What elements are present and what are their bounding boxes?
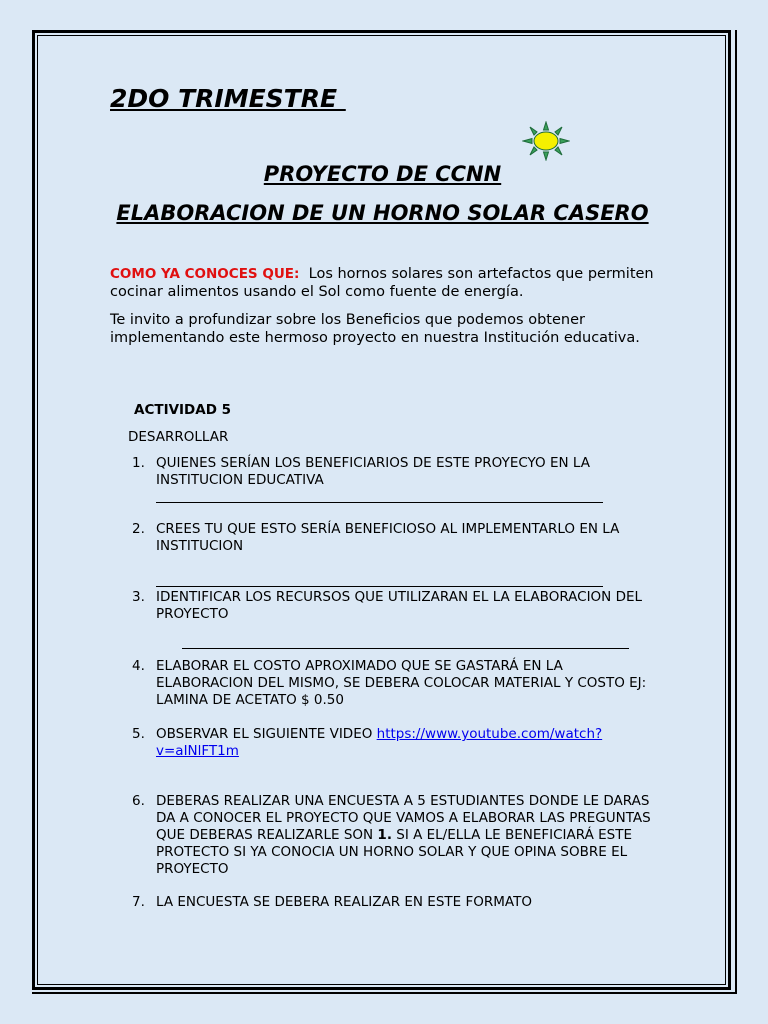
intro-text: Los hornos solares son artefactos que permiten cocinar alimentos usando el Sol como fuente de energía. [110,266,654,300]
activity-title: ACTIVIDAD 5 [134,402,232,418]
item-text: SI A EL/ELLA LE BENEFICIARÁ ESTE PROTECTO SI YA CONOCIA UN HORNO SOLAR Y QUE OPINA SOBRE EL PROYECTO [156,827,633,877]
list-item [132,589,657,651]
item-number: 1. [132,455,145,471]
item-number: 7. [132,894,145,910]
intro-lead: COMO YA CONOCES QUE: [110,266,300,282]
page-border-shadow-bottom [32,992,737,994]
sun-icon [522,121,570,161]
item-text: QUIENES SERÍAN LOS BENEFICIARIOS DE ESTE PROYECYO EN LA INSTITUCION EDUCATIVA [156,455,590,488]
project-subtitle: ELABORACION DE UN HORNO SOLAR CASERO [116,201,649,225]
intro-paragraph [110,265,670,301]
item-text: OBSERVAR EL SIGUIENTE VIDEO [156,726,377,742]
list-item [132,455,657,515]
item-number: 5. [132,726,145,742]
list-item [132,521,657,591]
item-text-survey [156,793,656,878]
project-title: PROYECTO DE CCNN [263,162,502,186]
item-text-video [156,726,656,760]
item-text: DEBERAS REALIZAR UNA ENCUESTA A 5 ESTUDIANTES DONDE LE DARAS DA A CONOCER EL PROYECTO QUE VAMOS A ELABORAR LAS PREGUNTAS QUE DEBERAS REALIZARLE SON [156,793,651,843]
item-text: ELABORAR EL COSTO APROXIMADO QUE SE GASTARÁ EN LA ELABORACION DEL MISMO, SE DEBERA COLOCAR MATERIAL Y COSTO EJ: LAMINA DE ACETATO $ 0.50 [156,658,647,708]
item-text: LA ENCUESTA SE DEBERA REALIZAR EN ESTE FORMATO [156,894,532,910]
item-number: 3. [132,589,145,605]
answer-line[interactable] [156,586,603,587]
answer-line[interactable] [156,502,603,503]
item-number: 6. [132,793,145,809]
trimester-heading: 2DO TRIMESTRE [110,84,346,113]
item-number: 4. [132,658,145,674]
activity-subtitle: DESARROLLAR [128,429,229,445]
question-number: 1. [377,827,392,843]
item-text: IDENTIFICAR LOS RECURSOS QUE UTILIZARAN EL LA ELABORACION DEL PROYECTO [156,589,643,622]
item-number: 2. [132,521,145,537]
invite-paragraph: Te invito a profundizar sobre los Beneficios que podemos obtener implementando este hermoso proyecto en nuestra Institución educativa. [110,312,640,346]
answer-line[interactable] [182,648,629,649]
item-text: CREES TU QUE ESTO SERÍA BENEFICIOSO AL IMPLEMENTARLO EN LA INSTITUCION [156,521,620,554]
page-border-shadow-right [735,30,737,994]
video-link[interactable]: https://www.youtube.com/watch?v=aINlFT1m [156,726,603,759]
